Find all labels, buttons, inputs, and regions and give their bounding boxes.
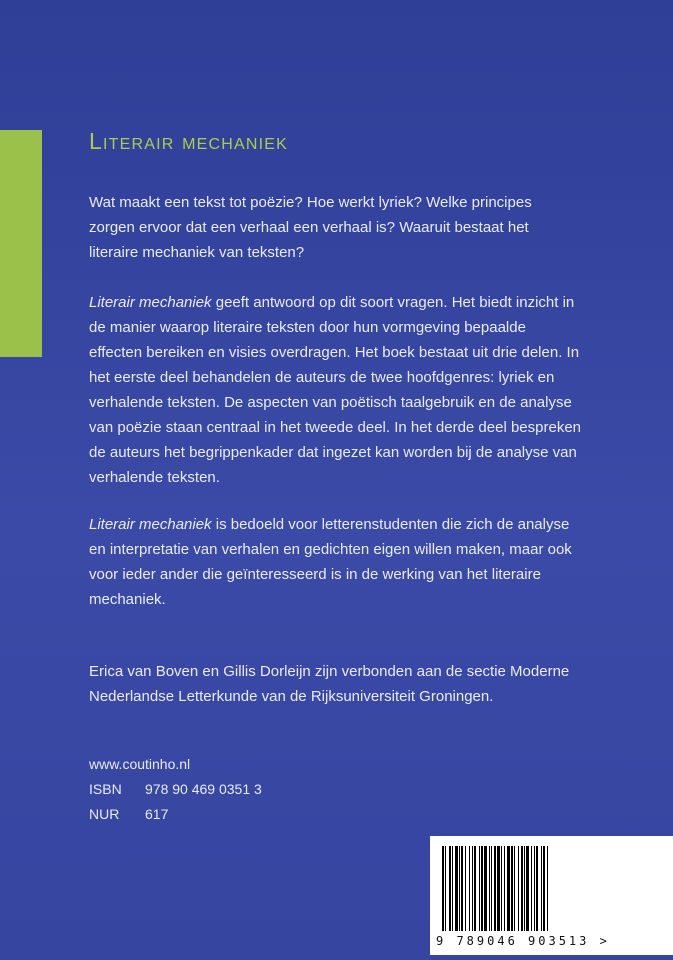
audience-text: is bedoeld voor letterenstudenten die zich de analyse en interpretatie van verhalen en gedichten eigen willen maken, maar ook voor ieder ander die geïnteresseerd is in de werking van het literaire mechaniek. bbox=[89, 516, 572, 608]
description-title-italic: Literair mechaniek bbox=[89, 294, 212, 311]
publication-info bbox=[89, 752, 262, 827]
barcode-bar bbox=[548, 846, 551, 931]
website-row bbox=[89, 752, 262, 777]
nur-value: 617 bbox=[145, 806, 169, 822]
audience-paragraph bbox=[89, 512, 581, 612]
isbn-value: 978 90 469 0351 3 bbox=[145, 781, 262, 797]
barcode-digits: 9 789046 903513 > bbox=[436, 934, 610, 948]
barcode-panel bbox=[430, 836, 673, 955]
website-link[interactable]: www.coutinho.nl bbox=[89, 756, 191, 772]
description-text: geeft antwoord op dit soort vragen. Het biedt inzicht in de manier waarop literaire teksten door hun vormgeving bepaalde effecten bereiken en visies overdragen. Het boek bestaat uit drie delen. In het eerste deel behandelen de auteurs de twee hoofdgenres: lyriek en verhalende teksten. De aspecten van poëtisch taalgebruik en de analyse van poëzie staan centraal in het tweede deel. In het derde deel bespreken de auteurs het begrippenkader dat ingezet kan worden bij de analyse van verhalende teksten. bbox=[89, 294, 582, 486]
description-paragraph bbox=[89, 290, 581, 490]
intro-paragraph: Wat maakt een tekst tot poëzie? Hoe werkt lyriek? Welke principes zorgen ervoor dat een verhaal een verhaal is? Waaruit bestaat het literaire mechaniek van teksten? bbox=[89, 194, 532, 261]
isbn-label: ISBN bbox=[89, 781, 122, 797]
green-accent-bar bbox=[0, 130, 42, 357]
nur-label: NUR bbox=[89, 806, 120, 822]
barcode-icon bbox=[442, 846, 666, 931]
audience-title-italic: Literair mechaniek bbox=[89, 516, 212, 533]
isbn-row bbox=[89, 777, 262, 802]
authors-paragraph: Erica van Boven en Gillis Dorleijn zijn verbonden aan de sectie Moderne Nederlandse Letterkunde van de Rijksuniversiteit Groningen. bbox=[89, 663, 570, 705]
nur-row bbox=[89, 802, 262, 827]
book-title: Literair mechaniek bbox=[89, 128, 289, 154]
